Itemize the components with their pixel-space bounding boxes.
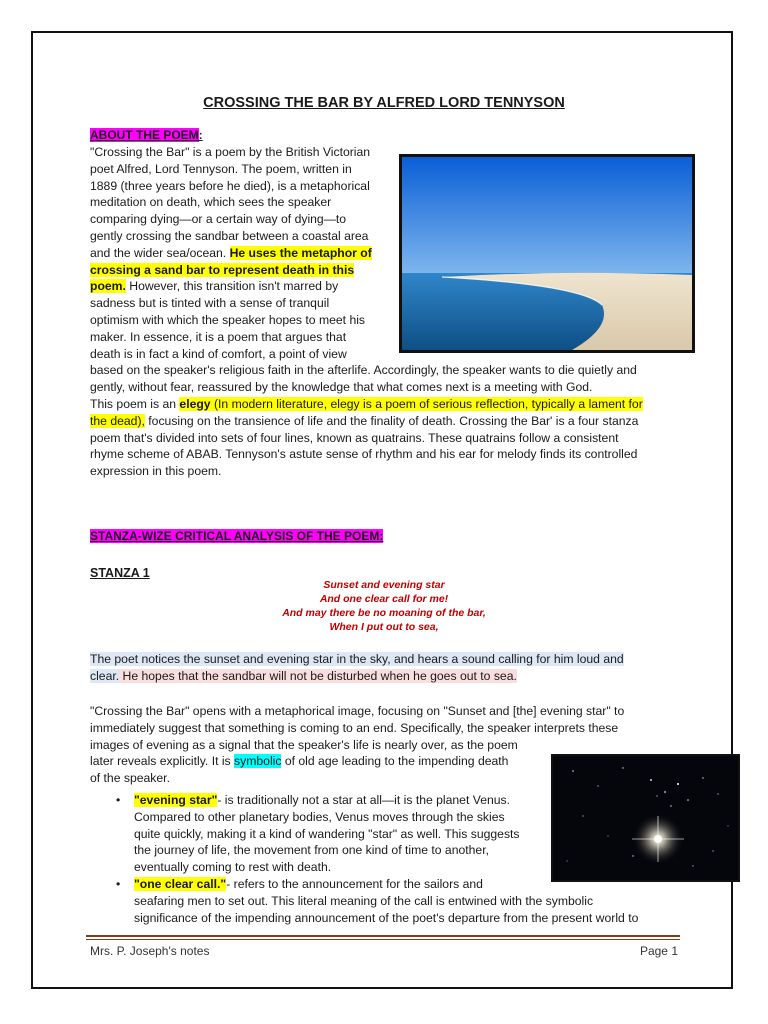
bullet-line: quite quickly, making it a kind of wandering "star" as well. This suggests xyxy=(134,826,520,841)
about-heading xyxy=(90,128,203,142)
elegy-highlight: elegy xyxy=(179,396,211,411)
poem-line: When I put out to sea, xyxy=(329,621,439,633)
analysis-line xyxy=(90,753,624,770)
bullet-line: the journey of life, the movement from one kind of time to another, xyxy=(134,843,489,858)
bullet-text: - is traditionally not a star at all—it is the planet Venus. xyxy=(217,793,511,807)
footer-divider xyxy=(86,935,680,937)
about-line: poet Alfred, Lord Tennyson. The poem, written in xyxy=(90,161,352,176)
about-line: gently, without fear, reassured by the knowledge that what comes next is a meeting with God. xyxy=(90,380,593,395)
summary-line xyxy=(90,651,624,668)
about-heading-colon: : xyxy=(198,128,203,142)
about-line: optimism with which the speaker hopes to meet his xyxy=(90,312,366,327)
about-line: sadness but is tinted with a sense of tranquil xyxy=(90,296,330,311)
analysis-text: later reveals explicitly. It is xyxy=(90,754,235,769)
about-line: rhyme scheme of ABAB. Tennyson's astute sense of rhythm and his ear for melody finds its controlled xyxy=(90,447,638,462)
about-line: gently crossing the sandbar between a coastal area xyxy=(90,228,369,243)
bullet-one-clear-call xyxy=(116,876,638,926)
bullet-text: - refers to the announcement for the sailors and xyxy=(226,876,483,891)
about-line: comparing dying—or a certain way of dying—to xyxy=(90,212,347,227)
bullet-line: seafaring men to set out. This literal meaning of the call is entwined with the symbolic xyxy=(134,893,594,908)
metaphor-highlight: He uses the metaphor of xyxy=(229,245,372,260)
analysis-line: immediately suggest that something is coming to an end. Specifically, the speaker interprets these xyxy=(90,720,619,735)
bullet-line xyxy=(134,792,638,809)
analysis-heading xyxy=(90,529,383,543)
analysis-line: images of evening as a signal that the speaker's life is nearly over, as the poem xyxy=(90,737,518,752)
about-line xyxy=(90,262,643,279)
elegy-definition: the dead), xyxy=(90,413,145,428)
about-line: based on the speaker's religious faith in the afterlife. Accordingly, the speaker wants to die quietly and xyxy=(90,363,637,378)
about-line-text: and the wider sea/ocean. xyxy=(90,245,230,260)
analysis-text: of old age leading to the impending death xyxy=(281,754,509,769)
about-heading-label: ABOUT THE POEM xyxy=(90,128,199,142)
summary-text: He hopes that the sandbar will not be disturbed when he goes out to sea. xyxy=(119,668,517,683)
metaphor-highlight: crossing a sand bar to represent death in this xyxy=(90,262,355,277)
about-paragraph-wrap xyxy=(90,144,643,480)
analysis-heading-label: STANZA-WIZE CRITICAL ANALYSIS OF THE POEM: xyxy=(90,529,384,543)
analysis-line: of the speaker. xyxy=(90,771,170,786)
about-line-text: However, this transition isn't marred by xyxy=(125,279,339,294)
about-line: poem that's divided into sets of four lines, known as quatrains. These quatrains follow a consistent xyxy=(90,430,619,445)
analysis-line: "Crossing the Bar" opens with a metaphorical image, focusing on "Sunset and [the] evening star" to xyxy=(90,704,625,718)
about-line: death is in fact a kind of comfort, a point of view xyxy=(90,346,347,361)
bullet-evening-star xyxy=(116,792,638,876)
stanza-1-bullets xyxy=(116,792,638,926)
about-line: maker. In essence, it is a poem that argues that xyxy=(90,329,347,344)
symbolic-highlight: symbolic xyxy=(234,754,282,769)
term-highlight: "one clear call." xyxy=(134,876,227,891)
footer-divider xyxy=(86,939,680,940)
about-line: 1889 (three years before he died), is a metaphorical xyxy=(90,178,370,193)
summary-line xyxy=(90,668,624,685)
bullet-line xyxy=(134,876,638,893)
about-line: expression in this poem. xyxy=(90,464,222,479)
elegy-definition: (In modern literature, elegy is a poem of serious reflection, typically a lament for xyxy=(210,396,643,411)
bullet-line: Compared to other planetary bodies, Venus moves through the skies xyxy=(134,809,505,824)
about-line: "Crossing the Bar" is a poem by the British Victorian xyxy=(90,145,371,159)
about-line-text: This poem is an xyxy=(90,396,180,411)
footer-page-number: Page 1 xyxy=(639,944,678,958)
stanza-1-poem xyxy=(0,578,768,634)
stanza-1-summary xyxy=(90,651,624,685)
about-line-text: focusing on the transience of life and the finality of death. Crossing the Bar' is a four stanza xyxy=(144,413,639,428)
bullet-dot: • xyxy=(116,793,121,807)
about-line xyxy=(90,396,643,413)
stanza-1-analysis xyxy=(90,703,624,787)
poem-line: Sunset and evening star xyxy=(323,579,445,591)
bullet-dot: • xyxy=(116,876,121,891)
about-line xyxy=(90,413,643,430)
poem-line: And one clear call for me! xyxy=(319,593,449,605)
about-line xyxy=(90,245,643,262)
about-line xyxy=(90,278,643,295)
bullet-line: eventually coming to rest with death. xyxy=(134,860,332,875)
poem-line: And may there be no moaning of the bar, xyxy=(282,607,486,619)
bullet-line: significance of the impending announcement of the poet's departure from the present world to xyxy=(134,910,639,925)
footer-author: Mrs. P. Joseph's notes xyxy=(90,944,210,958)
about-line: meditation on death, which sees the speaker xyxy=(90,195,332,210)
stanza-1-label: STANZA 1 xyxy=(90,566,150,580)
term-highlight: "evening star" xyxy=(134,793,218,807)
document-title: CROSSING THE BAR BY ALFRED LORD TENNYSON xyxy=(203,95,565,111)
metaphor-highlight: poem. xyxy=(90,279,126,294)
summary-text: The poet notices the sunset and evening star in the sky, and hears a sound calling for him loud and xyxy=(90,652,624,666)
summary-text: clear. xyxy=(90,668,120,683)
